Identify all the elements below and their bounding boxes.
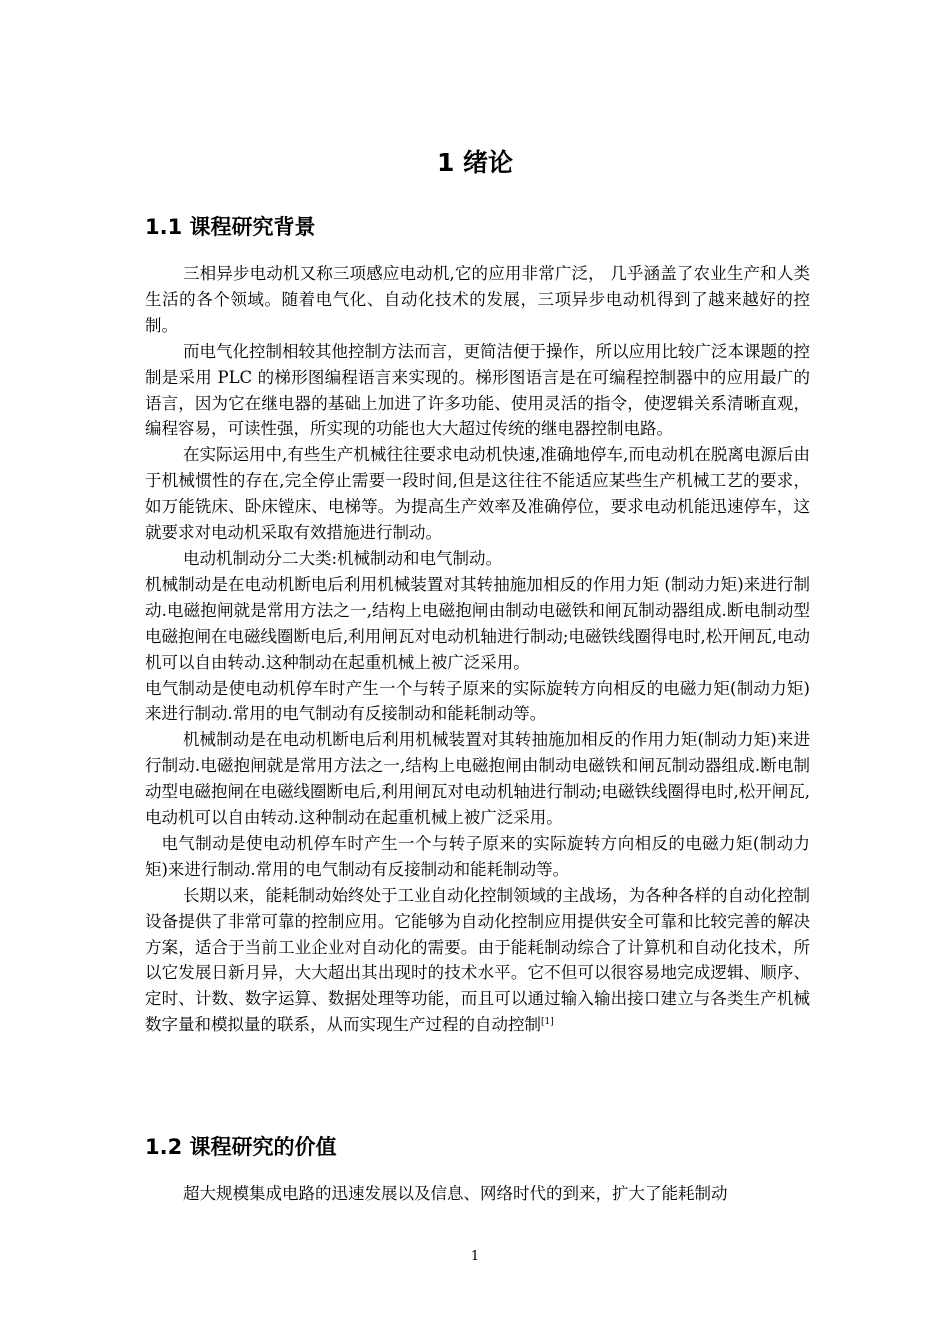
paragraph-7: 机械制动是在电动机断电后利用机械装置对其转抽施加相反的作用力矩(制动力矩)来进行制动.电磁抱闸就是常用方法之一,结构上电磁抱闸由制动电磁铁和闸瓦制动器组成.断电制动型电磁抱闸在电磁线圈断电后,利用闸瓦对电动机轴进行制动;电磁铁线圈得电时,松开闸瓦,电动机可以自由转动.这种制动在起重机械上被广泛采用。	[145, 730, 810, 828]
chapter-title: 1 绪论	[436, 148, 514, 177]
paragraph-1: 三相异步电动机又称三项感应电动机,它的应用非常广泛， 几乎涵盖了农业生产和人类生活的各个领域。随着电气化、自动化技术的发展，三项异步电动机得到了越来越好的控制。	[145, 264, 810, 335]
paragraph-9	[145, 883, 810, 1038]
paragraph-4: 电动机制动分二大类:机械制动和电气制动。	[182, 548, 502, 568]
paragraph-8: 电气制动是使电动机停车时产生一个与转子原来的实际旋转方向相反的电磁力矩(制动力矩)来进行制动.常用的电气制动有反接制动和能耗制动等。	[145, 833, 810, 879]
paragraph-3: 在实际运用中,有些生产机械往往要求电动机快速,准确地停车,而电动机在脱离电源后由于机械惯性的存在,完全停止需要一段时间,但是这往往不能适应某些生产机械工艺的要求，如万能铣床、卧床镗床、电梯等。为提高生产效率及准确停位，要求电动机能迅速停车，这就要求对电动机采取有效措施进行制动。	[145, 445, 810, 543]
paragraph-2: 而电气化控制相较其他控制方法而言，更简洁便于操作，所以应用比较广泛本课题的控制是采用 PLC 的梯形图编程语言来实现的。梯形图语言是在可编程控制器中的应用最广的语言，因为它在继电器的基础上加进了许多功能、使用灵活的指令，使逻辑关系清晰直观，编程容易，可读性强，所实现的功能也大大超过传统的继电器控制电路。	[145, 341, 810, 439]
paragraph-10: 超大规模集成电路的迅速发展以及信息、网络时代的到来，扩大了能耗制动	[182, 1184, 728, 1203]
paragraph-9-text: 长期以来，能耗制动始终处于工业自动化控制领域的主战场，为各种各样的自动化控制设备提供了非常可靠的控制应用。它能够为自动化控制应用提供安全可靠和比较完善的解决方案，适合于当前工业企业对自动化的需要。由于能耗制动综合了计算机和自动化技术，所以它发展日新月异，大大超出其出现时的技术水平。它不但可以很容易地完成逻辑、顺序、定时、计数、数字运算、数据处理等功能，而且可以通过输入输出接口建立与各类生产机械数字量和模拟量的联系，从而实现生产过程的自动控制	[145, 885, 810, 1035]
citation-marker: [1]	[541, 1017, 554, 1028]
section-title-1-2: 1.2 课程研究的价值	[145, 1135, 337, 1159]
section-title-1-1: 1.1 课程研究背景	[145, 215, 316, 239]
paragraph-6: 电气制动是使电动机停车时产生一个与转子原来的实际旋转方向相反的电磁力矩(制动力矩)来进行制动.常用的电气制动有反接制动和能耗制动等。	[145, 678, 810, 724]
page-number: 1	[470, 1249, 480, 1264]
section-1-1-body	[145, 261, 810, 1038]
section-1-2-body	[145, 1181, 810, 1207]
paragraph-5: 机械制动是在电动机断电后利用机械装置对其转抽施加相反的作用力矩 (制动力矩)来进行制动.电磁抱闸就是常用方法之一,结构上电磁抱闸由制动电磁铁和闸瓦制动器组成.断电制动型电磁抱闸在电磁线圈断电后,利用闸瓦对电动机轴进行制动;电磁铁线圈得电时,松开闸瓦,电动机可以自由转动.这种制动在起重机械上被广泛采用。	[145, 574, 810, 672]
